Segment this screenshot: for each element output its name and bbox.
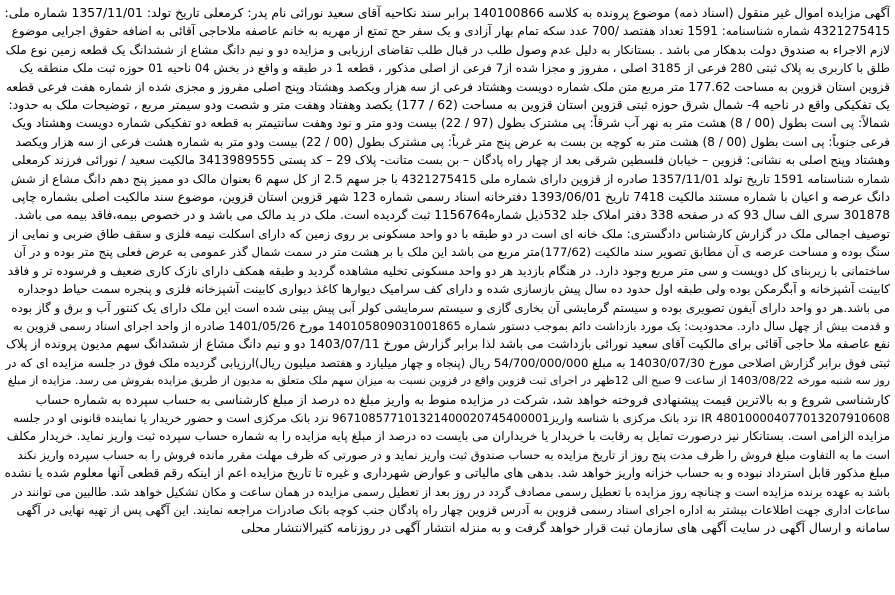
notice-line: 301878 سری الف سال 93 که در صفحه 338 دفتر املاک جلد 532ذیل شماره1156764 ثبت گردیده است. ملک در ید مالک می باشد و در خصوص بیمه،فاقد بیمه می باشد. <box>14 208 890 223</box>
notice-line: IR 480100004077013207910608 نزد بانک مرکزی با شناسه واریز967108577101321400020745400001 نزد بانک مرکزی است و حضور خریدار یا نماینده قانونی او در جلسه <box>13 410 890 425</box>
notice-line: و قدمت بیش از چهل سال دارد. محدودیت: یک مورد بازداشت دائم بموجب دستور شماره 140105809031001865 مورخ 1401/05/26 صادره از واحد اجرای اسناد رسمی قزوین به <box>13 318 890 333</box>
notice-line: قزوین استان قزوین به مساحت 177.62 متر مربع متن ملک شماره دویست وهشتاد فرعی از سه هزار ویکصد وهشتاد وپنج اصلی مفروز و مجزی شده از شماره هفت فرعی قطعه <box>6 79 890 94</box>
notice-line: یک تفکیکی واقع در ناحیه 4- شمال شرق حوزه ثبتی قزوین استان قزوین به مساحت (62 / 177) یکصد وهفتاد وهفت متر و شصت ودو سیمتر مربع ، توضیحات ملک به حدود: <box>8 97 890 113</box>
notice-line: لازم الاجراء به صندوق دولت بدهکار می باشد . بستانکار به دلیل عدم وصول طلب در قبال طلب تقاضای ارزیابی و مزایده دو و نیم دانگ مشاع از ششدانگ یک قطعه زمین نوع ملک <box>5 42 890 57</box>
notice-line: دانگ عرصه و اعیان با شماره مستند مالکیت 7418 تاریخ 1393/06/01 دفترخانه اسناد رسمی شماره 123 شهر قزوین استان قزوین، موضوع سند مالکیت اصلی بشماره چاپی <box>11 190 890 205</box>
notice-line: شماره شناسنامه 1591 تاریخ تولد 1357/11/01 صادره از قزوین دارای شماره ملی 4321275415 با جز سهم 2.5 از کل سهم 6 بعنوان مالک دو ممیز پنج دهم دانگ مشاع از شش <box>10 171 890 186</box>
auction-notice-text <box>5 4 890 538</box>
notice-line: مبلغ مذکور قابل استرداد نبوده و به حساب خزانه واریز خواهد شد. بدهی های مالیاتی و عوارض شهرداری و غیره تا تاریخ مزایده اعم از اینکه رقم قطعی آنها معلوم شده یا نشده <box>5 466 890 481</box>
notice-line: فرعی جنوباً: پی است بطول (00 / 8) هشت متر به کوچه بن بست به عرض پنج متر غرباً: پی مشترک بطول (00 / 22) بیست ودو متر به شماره هشت فرعی از سه هزار ویکصد <box>15 134 890 149</box>
notice-line: توصیف اجمالی ملک در گزارش کارشناس دادگستری: ملک خانه ای است در دو طبقه با دو واحد مسکونی بر روی زمین که دارای اسکلت نیمه فلزی و سقف طاق ضربی و نمایی از <box>9 226 890 241</box>
notice-line: کارشناسی شروع و به بالاترین قیمت پیشنهادی فروخته خواهد شد، شرکت در مزایده منوط به واریز مبلغ ده درصد از مبلغ کارشناسی به حساب سپرده به شماره حساب <box>35 391 890 407</box>
notice-line: طلق با کاربری به پلاک ثبتی 280 فرعی از 3185 اصلی ، مفروز و مجزا شده از7 فرعی از اصلی مذکور ، قطعه 1 در طبقه و واقع در بخش 04 ناحیه 01 حوزه ثبت ملک منطقه یک <box>19 61 890 76</box>
notice-line: باشد به عهده برنده مزایده است و چنانچه روز مزایده با تعطیل رسمی مصادف گردد در روز بعد از تعطیل رسمی مزایده در همان ساعت و مکان تشکیل خواهد شد. طالبین می توانند در <box>11 484 890 499</box>
notice-line: روز سه شنبه مورخه 1403/08/22 از ساعت 9 صبح الی 12ظهر در اجرای ثبت قزوین واقع در قزوین نسبت به میزان سهم ملک متعلق به مدیون از طریق مزایده بفروش می رسد. مزایده از مبلغ <box>7 374 890 388</box>
notice-line: نفع عاصفه ملا حاجی آقائی برای مالکیت آقای سعید نورائی بازداشت می باشد لذا برابر گزارش مورخ 1403/07/11 دو و نیم دانگ مشاع از ششدانگ سهم مدیون پرونده از پلاک <box>5 337 890 352</box>
notice-line: مزایده الزامی است. بستانکار نیز درصورت تمایل به رقابت با خریدار یا خریداران می بایست ده درصد از مبلغ پایه مزایده را به شماره حساب سپرده ثبت واریز نماید. خریدار مکلف <box>6 429 890 444</box>
notice-line: کابینت آشپزخانه و آبگرمکن بوده ولی طبقه اول حدود ده سال پیش بازسازی شده و دارای کف سرامیک دیوارها کاغذ دیواری کابینت آشپزخانه فلزی و پنجره سمت حیاط دوجداره <box>17 282 890 297</box>
notice-line: سامانه و ارسال آگهی در سایت آگهی های سازمان ثبت قرار خواهد گرفت و به منزله انتشار آگهی در روزنامه کثیرالانتشار محلی <box>241 520 890 536</box>
notice-line: 4321275415 شماره شناسنامه: 1591 تعداد هفتصد /700 عدد سکه تمام بهار آزادی و یک سفر حج تمتع از مهریه به خانم عاصفه ملاحاجی آقائی به اضافه حقوق اجرایی موضوع <box>11 24 890 39</box>
notice-line: ثبتی فوق برابر گزارش اصلاحی مورخ 14030/07/30 به مبلغ 54/700/000/000 ریال (پنجاه و چهار میلیارد و هفتصد میلیون ریال)ارزیابی گردیده ملک فوق در جلسه مزایده ای که در <box>5 355 890 370</box>
notice-line: آگهی مزایده اموال غیر منقول (اسناد ذمه) موضوع پرونده به کلاسه 140100866 برابر سند نکاحیه آقای سعید نورائی نام پدر: کرمعلی تاریخ تولد: 1357/11/01 شماره ملی: <box>5 5 890 20</box>
notice-line: ساختمانی با زیربنای کل دویست و سی متر مربع وجود دارد. در هنگام بازدید هر دو واحد مسکونی تخلیه مشاهده گردید و طبقه همکف دارای نازک کاری ضعیف و فرسوده تر و فاقد <box>7 263 890 278</box>
notice-line: وهشتاد وپنج اصلی به نشانی: قزوین – خیابان فلسطین شرقی بعد از چهار راه پادگان – بن بست متانت- پلاک 29 – کد پستی 3413989555 مالکیت سعید / نورائی فرزند کرمعلی <box>11 153 890 168</box>
notice-line: می باشد.هر دو واحد دارای آیفون تصویری بوده و سیستم گرمایشی آن بخاری گازی و سیستم سرمایشی کولر آبی پیش بینی شده است این ملک دارای یک کنتور آب و برق و گاز بوده <box>11 300 890 315</box>
notice-line: است ما به التفاوت مبلغ فروش را ظرف مدت پنج روز از تاریخ مزایده به حساب صندوق ثبت واریز نماید و در صورتی که ظرف مهلت مقرر مانده فروش را به حساب سپرده واریز نکند <box>17 447 890 462</box>
notice-line: شمالاً: پی است بطول (00 / 8) هشت متر به نهر آب شرقاً: پی مشترک بطول (97 / 22) بیست ودو متر و نود وهفت سانتیمتر به قطعه دو تفکیکی شماره دویست وهشتاد ویک <box>11 116 890 131</box>
notice-line: ساعات اداری جهت اطلاعات بیشتر به اداره اجرای اسناد رسمی قزوین به آدرس قزوین چهار راه پادگان جنب کوچه بانک صادرات مراجعه نمایند. این آگهی پس از تهیه نهایی در آگهی <box>16 502 890 517</box>
notice-line: سنگ بوده و مساحت عرصه ی آن مطابق تصویر سند مالکیت (177/62)متر مربع می باشد این ملک با بر هشت متر در سمت شمال گذر عمومی به عرض فعلی پنج متر بوده و در آن <box>13 245 890 260</box>
